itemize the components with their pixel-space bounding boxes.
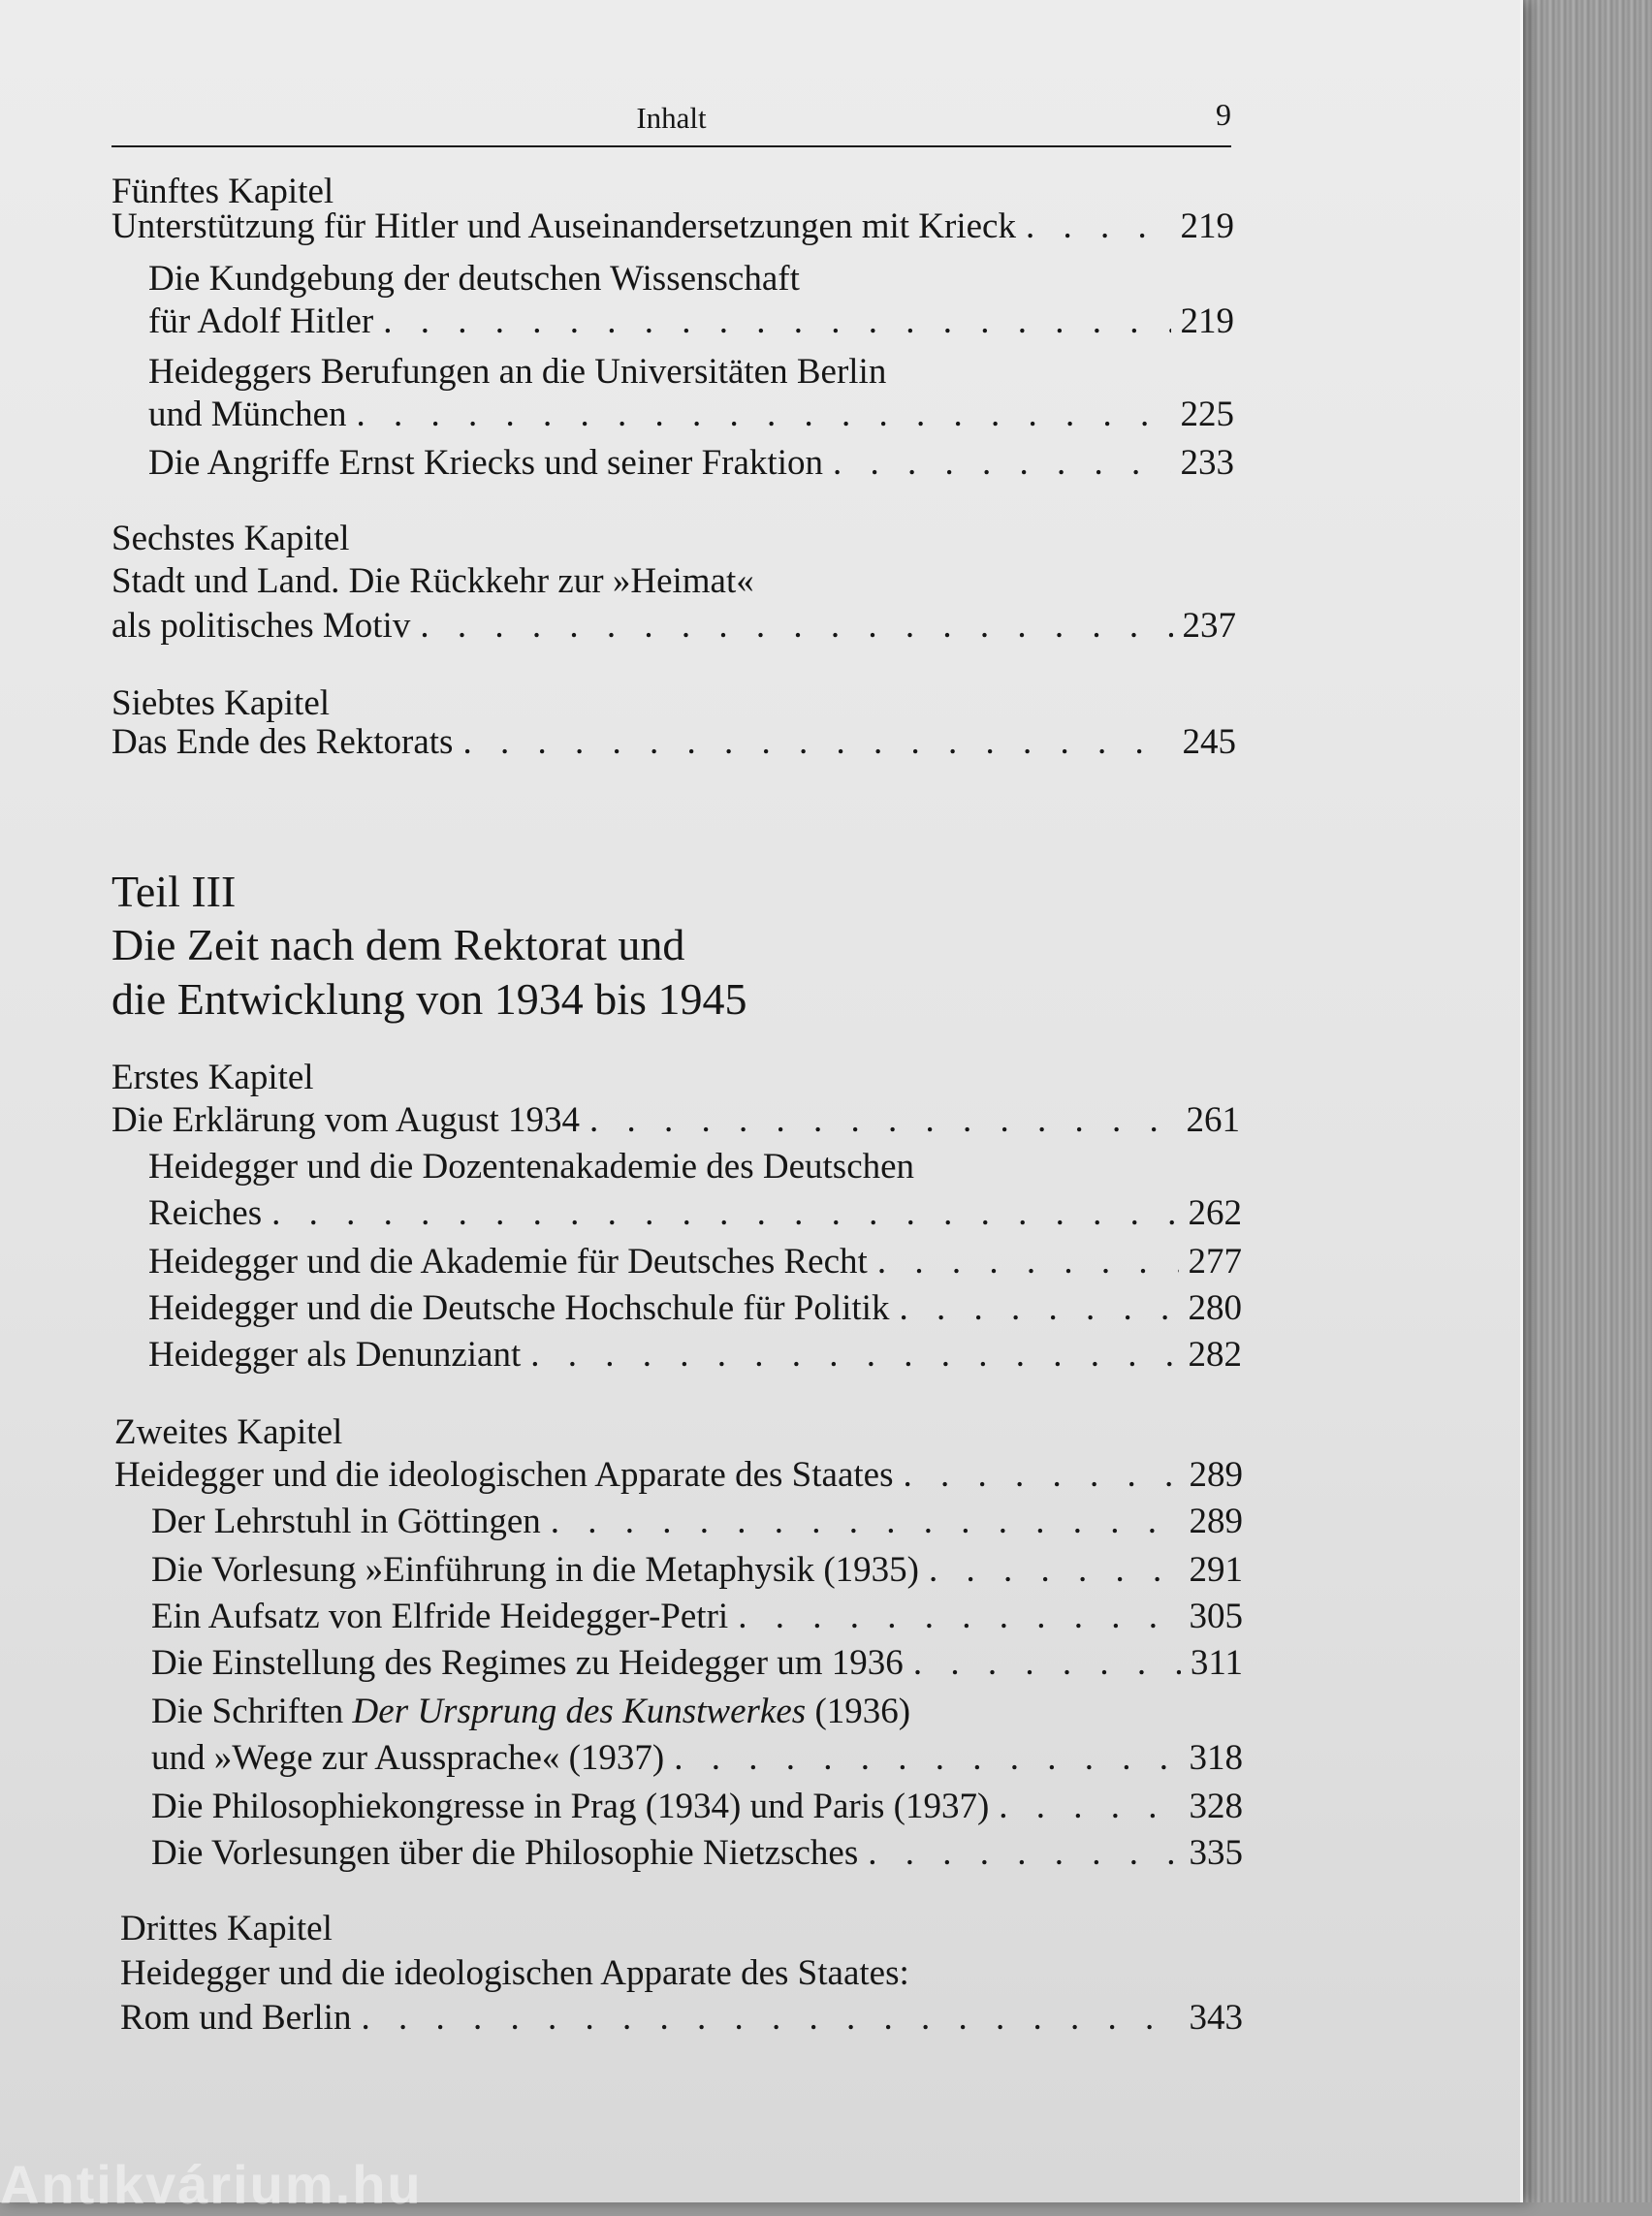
- toc-entry: [111, 206, 1234, 248]
- entry-title: für Adolf Hitler: [148, 301, 374, 341]
- title-prefix: Die Schriften: [151, 1692, 353, 1731]
- leader-dots: [929, 1549, 1180, 1592]
- entry-page: 318: [1189, 1738, 1243, 1778]
- leader-dots: [899, 1287, 1178, 1330]
- entry-title: Heideggers Berufungen an die Universitäten Berlin: [148, 352, 887, 392]
- leader-dots: [462, 721, 1172, 764]
- entry-page: 219: [1180, 301, 1234, 341]
- entry-title: Reiches: [148, 1193, 263, 1233]
- entry-title: Die Erklärung vom August 1934: [111, 1100, 581, 1140]
- chapter-heading: Siebtes Kapitel: [111, 683, 331, 723]
- toc-entry: [148, 442, 1234, 485]
- toc-entry: [151, 1596, 1243, 1638]
- chapter-heading: Drittes Kapitel: [120, 1909, 333, 1948]
- part-title: Die Zeit nach dem Rektorat und: [111, 920, 685, 969]
- entry-title: Heidegger und die ideologischen Apparate des Staates:: [120, 1953, 909, 1993]
- entry-title: Heidegger und die Akademie für Deutsches Recht: [148, 1242, 868, 1282]
- toc-entry: [111, 721, 1236, 764]
- background-stack: [1507, 0, 1652, 2202]
- entry-page: 262: [1188, 1193, 1242, 1233]
- entry-title: Ein Aufsatz von Elfride Heidegger-Petri: [151, 1597, 729, 1636]
- entry-page: 343: [1189, 1998, 1243, 2038]
- toc-entry: [151, 1832, 1243, 1875]
- leader-dots: [530, 1334, 1178, 1377]
- toc-entry: [111, 1099, 1240, 1142]
- entry-page: 225: [1180, 395, 1234, 434]
- leader-dots: [551, 1501, 1180, 1543]
- page-number: 9: [1216, 97, 1231, 132]
- toc-entry: [148, 301, 1234, 343]
- leader-dots: [877, 1241, 1179, 1283]
- toc-entry: [120, 1997, 1243, 2040]
- entry-page: 335: [1189, 1833, 1243, 1873]
- running-title: Inhalt: [636, 101, 707, 135]
- leader-dots: [868, 1832, 1179, 1875]
- entry-page: 289: [1189, 1502, 1243, 1541]
- entry-page: 282: [1188, 1335, 1242, 1375]
- entry-page: 219: [1180, 206, 1234, 246]
- leader-dots: [357, 394, 1171, 436]
- chapter-heading: Zweites Kapitel: [114, 1412, 343, 1452]
- toc-entry: [151, 1642, 1243, 1685]
- leader-dots: [383, 301, 1170, 343]
- toc-entry: [148, 1241, 1242, 1283]
- toc-entry: [151, 1786, 1243, 1828]
- toc-entry: [148, 1334, 1242, 1377]
- entry-page: 311: [1190, 1643, 1243, 1683]
- entry-page: 280: [1188, 1288, 1242, 1328]
- entry-page: 291: [1189, 1550, 1243, 1590]
- entry-page: 237: [1182, 606, 1236, 646]
- toc-entry: [151, 1501, 1243, 1543]
- leader-dots: [589, 1099, 1176, 1142]
- part-label: Teil III: [111, 867, 237, 916]
- entry-title: Das Ende des Rektorats: [111, 722, 454, 762]
- entry-title: [151, 1691, 910, 1733]
- leader-dots: [833, 442, 1171, 485]
- work-title-italic: Der Ursprung des Kunstwerkes: [352, 1692, 807, 1731]
- entry-page: 261: [1186, 1100, 1240, 1140]
- toc-entry: [111, 605, 1236, 648]
- watermark: Antikvárium.hu: [0, 2154, 423, 2215]
- entry-title: Heidegger und die Deutsche Hochschule für Politik: [148, 1288, 890, 1328]
- leader-dots: [271, 1192, 1178, 1235]
- title-suffix: (1936): [806, 1692, 911, 1731]
- entry-title: Heidegger und die Dozentenakademie des Deutschen: [148, 1147, 915, 1187]
- entry-title: Stadt und Land. Die Rückkehr zur »Heimat«: [111, 561, 754, 601]
- entry-page: 305: [1189, 1597, 1243, 1636]
- entry-title: und »Wege zur Aussprache« (1937): [151, 1738, 665, 1778]
- entry-title: Die Angriffe Ernst Kriecks und seiner Fraktion: [148, 443, 823, 483]
- entry-title: Die Philosophiekongresse in Prag (1934) und Paris (1937): [151, 1787, 990, 1826]
- entry-title: Heidegger und die ideologischen Apparate des Staates: [114, 1455, 894, 1495]
- leader-dots: [913, 1642, 1181, 1685]
- chapter-heading: Fünftes Kapitel: [111, 172, 334, 211]
- leader-dots: [999, 1786, 1179, 1828]
- entry-title: Unterstützung für Hitler und Auseinandersetzungen mit Krieck: [111, 206, 1016, 246]
- entry-title: als politisches Motiv: [111, 606, 411, 646]
- toc-entry: [151, 1549, 1243, 1592]
- leader-dots: [420, 605, 1172, 648]
- entry-title: Rom und Berlin: [120, 1998, 352, 2038]
- entry-title: Die Vorlesung »Einführung in die Metaphysik (1935): [151, 1550, 919, 1590]
- toc-entry: [148, 1192, 1242, 1235]
- toc-entry: [151, 1737, 1243, 1780]
- toc-entry: [114, 1454, 1243, 1497]
- entry-title: Die Kundgebung der deutschen Wissenschaft: [148, 259, 800, 299]
- chapter-heading: Sechstes Kapitel: [111, 519, 350, 558]
- toc-entry: [148, 394, 1234, 436]
- entry-page: 233: [1180, 443, 1234, 483]
- toc-entry: [148, 1287, 1242, 1330]
- entry-title: Der Lehrstuhl in Göttingen: [151, 1502, 541, 1541]
- entry-page: 245: [1182, 722, 1236, 762]
- leader-dots: [903, 1454, 1179, 1497]
- leader-dots: [738, 1596, 1179, 1638]
- entry-title: Heidegger als Denunziant: [148, 1335, 522, 1375]
- entry-title: und München: [148, 395, 347, 434]
- running-head: [111, 97, 1231, 147]
- part-title: die Entwicklung von 1934 bis 1945: [111, 974, 747, 1024]
- entry-title: Die Einstellung des Regimes zu Heidegger um 1936: [151, 1643, 904, 1683]
- leader-dots: [361, 1997, 1179, 2040]
- leader-dots: [674, 1737, 1179, 1780]
- entry-page: 328: [1189, 1787, 1243, 1826]
- entry-page: 289: [1189, 1455, 1243, 1495]
- entry-page: 277: [1188, 1242, 1242, 1282]
- entry-title: Die Vorlesungen über die Philosophie Nietzsches: [151, 1833, 859, 1873]
- leader-dots: [1026, 206, 1171, 248]
- chapter-heading: Erstes Kapitel: [111, 1058, 314, 1097]
